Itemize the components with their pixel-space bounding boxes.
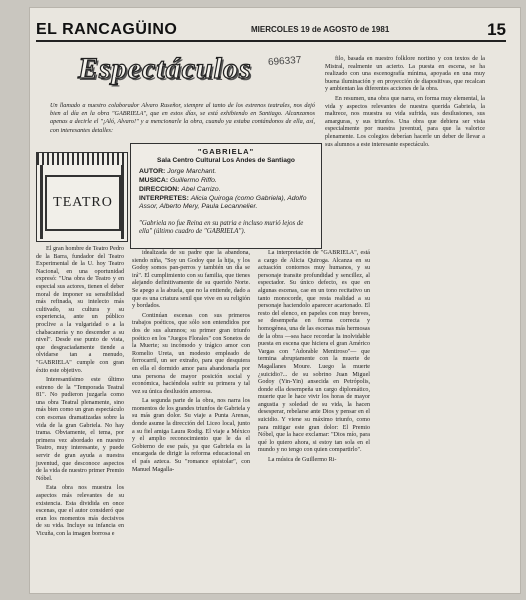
credit-value: Jorge Marchant. — [167, 168, 217, 175]
pillar-icon — [121, 165, 124, 239]
credit-interpretes: INTERPRETES: Alicia Quiroga (como Gabriela), Adolfo Assor, Alberto Mery, Paula Lecannelier. — [139, 195, 307, 210]
newspaper-name: EL RANCAGÜINO — [36, 21, 178, 38]
paragraph: filo, basada en nuestro folklore nortino y con textos de la Mistral, realmente un acierto. La puesta en escena, se ha realizado con una escenografía mínima, apoyada en una muy buena iluminación y en proyección de diapositivas, que recalcan y ambientan las diferentes acciones de la obra. — [325, 56, 485, 93]
article-column-3 — [258, 250, 370, 465]
paragraph: El gran hombre de Teatro Pedro de la Barra, fundador del Teatro Experimental de la U. hoy Teatro Nacional, en una oportunidad expresó: "Una obra de Teatro y en especial sus actores, tienen el deber moral de imponer su sensibilidad más refinada, su intelecto más cultivado, su cultura y su experiencia, ante un público proclive a la vulgaridad o a la chabacanería y no descender a su nivel". Desde ese punto de vista, que desgraciadamente tiende a olvidarse tan a menudo, "GABRIELA" cumple con gran éxito este objetivo. — [36, 246, 124, 374]
header-rule — [36, 40, 506, 42]
play-venue: Sala Centro Cultural Los Andes de Santiago — [157, 157, 295, 164]
credit-autor: AUTOR: Jorge Marchant. — [139, 168, 217, 175]
curtain-icon — [37, 153, 127, 165]
credit-label: MUSICA — [139, 177, 166, 184]
article-column-right-top — [325, 56, 485, 149]
article-column-2 — [132, 250, 250, 474]
publication-date: MIERCOLES 19 de AGOSTO de 1981 — [251, 25, 390, 34]
paragraph: Interesantísimo este último estreno de la "Temporada Teatral 81". No pudieron juzgarla como una obra Teatral plenamente, sino más bien como un gran espectáculo con escenas dramatizadas sobre la vida de la gran Gabriela. No hay trama. Obviamente, el tema, por primera vez abordado en nuestro Teatro, muy interesante, y puede servir de gran ayuda a nuestra juventud, que desconoce aspectos de la vida de nuestro primer Premio Nóbel. — [36, 377, 124, 482]
paragraph: La interpretación de "GABRIELA", está a cargo de Alicia Quiroga. Alcanza en su actuación contornos muy humanos, y su personaje transite profundidad y sencillez, al espectador. Su único defecto, es que en algunas escenas, cae en un tono recitativo un tanto monocorde, que resta realidad a su personaje haciendolo aparecer acartonado. El resto del elenco, en papeles con muy breves, se desempeña en forma correcta y homogénea, una de las escenas más hermosas de la obra —sea hace recordar la inolvidable puesta en escena que hiciera el gran Américo Vargas con "Adorable Mentiroso"— que termina abruptamente con la muerte de Magallanes Moure. Luego la muerte ¿suicidio?... de su sobrino Juan Miguel Godoy (Yin-Yin) ansecida en Petrópolis, donde ella desempeña un cargo diplomático, muerte que le hace vivir los horas de mayor angustia y soledad de su vida, la hacen desesperar, rebelarse ante Dios y pensar en el suicidio. Y viene su máximo triunfo, como para mitigar este gran dolor: El Premio Nóbel, que la hace exclamar: "Dios mío, para qué lo quiero ahora, si estoy tan sola en el mundo y no tengo con quien compartirlo". — [258, 250, 370, 454]
play-title: "GABRIELA" — [197, 147, 255, 156]
paragraph: La segunda parte de la obra, nos narra los momentos de los grandes triunfos de Gabriela y su más gran dolor. Su viaje a Punta Arenas, donde asume la dirección del Liceo local, junto a su fiel amiga Laura Rodig. El viaje a México y el amplio reconocimiento que le da el Gobierno de ese país, ya que Gabriela es la encargada de dirigir la reforma educacional en el país azteca. Su "romance epistolar", con Manuel Magalla- — [132, 398, 250, 473]
credit-value: Abel Carrizo. — [181, 186, 221, 193]
page-number: 15 — [487, 20, 506, 39]
credit-value: Alicia Quiroga (como Gabriela), Adolfo Assor, Alberto Mery, Paula Lecannelier. — [139, 195, 307, 210]
credit-label: INTERPRETES — [139, 195, 187, 202]
credit-direccion: DIRECCION: Abel Carrizo. — [139, 186, 221, 193]
play-info-box — [130, 143, 322, 249]
paragraph: Continúan escenas con sus primeros trabajos poéticos, que sólo son entendidos por dos de sus alumnos; su primer gran triunfo poético en los "Juegos Florales" con Sonetos de la Muerte; su incómodo y trágico amor con Romelio Ureta, un modesto empleado de ferrocarril, un ser extraño, para que desquiera en ella el dormido amor para abandonarla por una persona de mayor posición social y económica, haciéndola sufrir su primera y tal vez su única desilusión amorosa. — [132, 312, 250, 395]
section-title: Espectáculos — [78, 52, 252, 85]
credit-label: AUTOR — [139, 168, 164, 175]
archive-mark: 696337 — [267, 54, 302, 69]
play-quote: "Gabriela no fue Reina en su patria e incluso murió lejos de ella" (último cuadro de "GABRIELA"). — [139, 220, 304, 235]
pillar-icon — [40, 165, 43, 239]
teatro-frame — [45, 175, 121, 231]
teatro-illustration — [36, 152, 128, 242]
credit-musica: MUSICA: Guillermo Riffo. — [139, 177, 217, 184]
paragraph: La música de Guillermo Ri- — [268, 457, 337, 464]
paragraph: En resumen, una obra que narra, en forma muy elemental, la vida y aspectos relevantes de nuestra querida Gabriela, la maltrece, nos muestra su vida sufrida, sus desilusiones, sus amarguras, y sus triunfos. Una obra que debiera ser vista especialmente por nuestra juventud, para que la valorice plenamente. Los colegios deberían hacerle un deber de llevar a sus alumnos a este interesante espectáculo. — [325, 95, 485, 148]
paragraph: idealizada de su padre que la abandona, siendo niña, "Soy un Godoy que la hija, y los Godoy somos pan-perros y también un día se irá". El cumplimiento con su familia, que tienes alejando definitivamente de su querido Norte. Se apego a la abuela, que no la entiende, dado a que es una criatura senil que vive en su religión y bordados. — [132, 250, 250, 310]
paragraph: Esta obra nos muestra los aspectos más relevantes de su existencia. Esta dividida en once escenas, que el autor consideró que eran los momentos más decisivos de su vida. Incluye su infancia en Vicuña, con la imagen borrosa e — [36, 485, 124, 537]
credit-value: Guillermo Riffo. — [169, 177, 217, 184]
credit-label: DIRECCION — [139, 186, 178, 193]
intro-paragraph: Un llamado a nuestro colaborador Alvaro Ruseñor, siempre al tanto de los estrenos teatrales, nos dejó bien al día en la obra "GABRIELA", que en estos días, se está exhibiendo en Santiago. Alcanzamos apenas a decirle el "¡Aló, Alvaro!" y a mencionarle la obra, cuando ya estaba contándonos de ella, así, con interesantes detalles: — [50, 102, 315, 134]
article-column-1 — [36, 246, 124, 539]
teatro-label: TEATRO — [53, 195, 113, 210]
